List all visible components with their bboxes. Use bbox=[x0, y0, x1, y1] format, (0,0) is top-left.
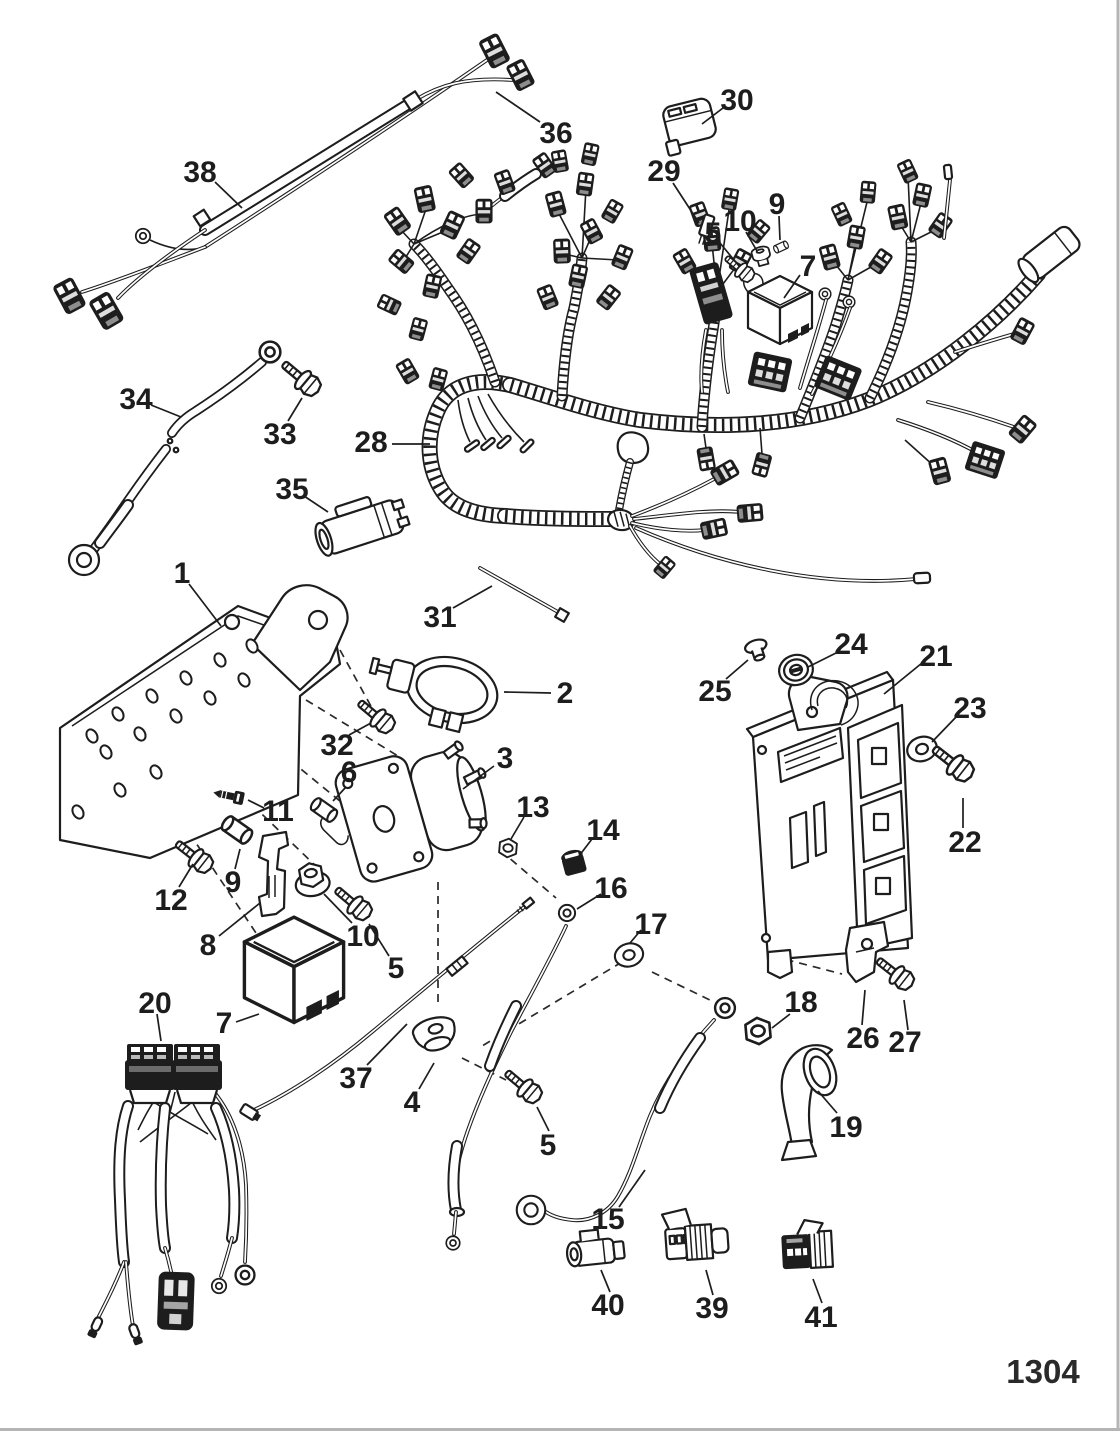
part-27-bolt bbox=[872, 952, 918, 994]
callout-1: 1 bbox=[173, 557, 191, 590]
callout-14: 14 bbox=[586, 814, 620, 847]
part-1-mounting-bracket bbox=[60, 585, 348, 858]
callout-36: 36 bbox=[539, 117, 573, 150]
part-32-bolt bbox=[353, 695, 399, 738]
page-code: 1304 bbox=[1006, 1353, 1080, 1390]
part-7-relay-bottom bbox=[244, 917, 343, 1022]
callout-32: 32 bbox=[320, 729, 354, 762]
callout-25: 25 bbox=[698, 675, 732, 708]
callout-41: 41 bbox=[804, 1301, 838, 1334]
part-20-connector-harness bbox=[87, 1044, 255, 1346]
callout-9-top: 9 bbox=[768, 188, 786, 221]
callout-37: 37 bbox=[339, 1062, 373, 1095]
part-9-bushing-top bbox=[773, 240, 790, 253]
callout-22: 22 bbox=[948, 826, 982, 859]
callout-40: 40 bbox=[591, 1289, 625, 1322]
part-15-battery-cable bbox=[517, 998, 735, 1224]
callout-34: 34 bbox=[119, 383, 153, 416]
part-25-grommet bbox=[743, 637, 770, 663]
part-22-bolt bbox=[927, 740, 978, 787]
callout-5-bottom: 5 bbox=[539, 1129, 557, 1162]
part-30-relay-cover bbox=[658, 97, 720, 156]
callout-39: 39 bbox=[695, 1292, 729, 1325]
part-34-battery-cable bbox=[69, 342, 280, 575]
part-31-cable-tie bbox=[480, 568, 569, 622]
part-33-bolt bbox=[277, 355, 325, 400]
part-13-nut bbox=[499, 838, 518, 858]
callout-6: 6 bbox=[340, 756, 358, 789]
part-10-flange-nut bbox=[292, 860, 331, 898]
callout-11: 11 bbox=[262, 795, 294, 828]
callout-17: 17 bbox=[634, 908, 668, 941]
callout-3: 3 bbox=[496, 742, 514, 775]
callout-24: 24 bbox=[834, 628, 868, 661]
callout-33: 33 bbox=[263, 418, 297, 451]
part-18-nut bbox=[745, 1017, 771, 1045]
callout-7-top: 7 bbox=[799, 250, 817, 283]
callout-4: 4 bbox=[403, 1086, 421, 1119]
callout-5-middle: 5 bbox=[387, 952, 405, 985]
part-8-bracket bbox=[259, 832, 288, 916]
callout-12: 12 bbox=[154, 884, 188, 917]
callout-13: 13 bbox=[516, 791, 550, 824]
part-39-connector bbox=[662, 1206, 729, 1261]
callout-38: 38 bbox=[183, 156, 217, 189]
part-10-grommet-top bbox=[751, 245, 773, 267]
callout-16: 16 bbox=[594, 872, 628, 905]
part-5-bolt-bottom bbox=[500, 1065, 546, 1108]
callout-20: 20 bbox=[138, 987, 172, 1020]
part-5-bolt-middle bbox=[330, 882, 376, 925]
part-35-connector bbox=[309, 487, 411, 558]
part-4-grommet bbox=[411, 1013, 460, 1055]
callout-5-top: 5 bbox=[704, 217, 722, 250]
part-21-ecm-module bbox=[747, 672, 912, 978]
callout-8: 8 bbox=[199, 929, 217, 962]
callout-35: 35 bbox=[275, 473, 309, 506]
callout-10-top: 10 bbox=[723, 205, 757, 238]
callout-29: 29 bbox=[647, 155, 681, 188]
callout-27: 27 bbox=[888, 1026, 922, 1059]
part-9-bushing-left bbox=[220, 815, 255, 846]
callout-10-bottom: 10 bbox=[346, 920, 380, 953]
callout-28: 28 bbox=[354, 426, 388, 459]
callout-18: 18 bbox=[784, 986, 818, 1019]
callout-31: 31 bbox=[423, 601, 457, 634]
callout-9-left: 9 bbox=[224, 866, 242, 899]
callout-26: 26 bbox=[846, 1022, 880, 1055]
callout-21: 21 bbox=[919, 640, 953, 673]
part-26-bracket bbox=[846, 922, 888, 982]
part-41-connector bbox=[780, 1219, 832, 1270]
callout-19: 19 bbox=[829, 1111, 863, 1144]
callout-15: 15 bbox=[591, 1203, 625, 1236]
callout-23: 23 bbox=[953, 692, 987, 725]
callout-7-bottom: 7 bbox=[215, 1007, 233, 1040]
callout-30: 30 bbox=[720, 84, 754, 117]
callout-2: 2 bbox=[556, 677, 574, 710]
part-12-bolt bbox=[171, 835, 217, 877]
part-36-cable-assembly bbox=[88, 58, 536, 332]
